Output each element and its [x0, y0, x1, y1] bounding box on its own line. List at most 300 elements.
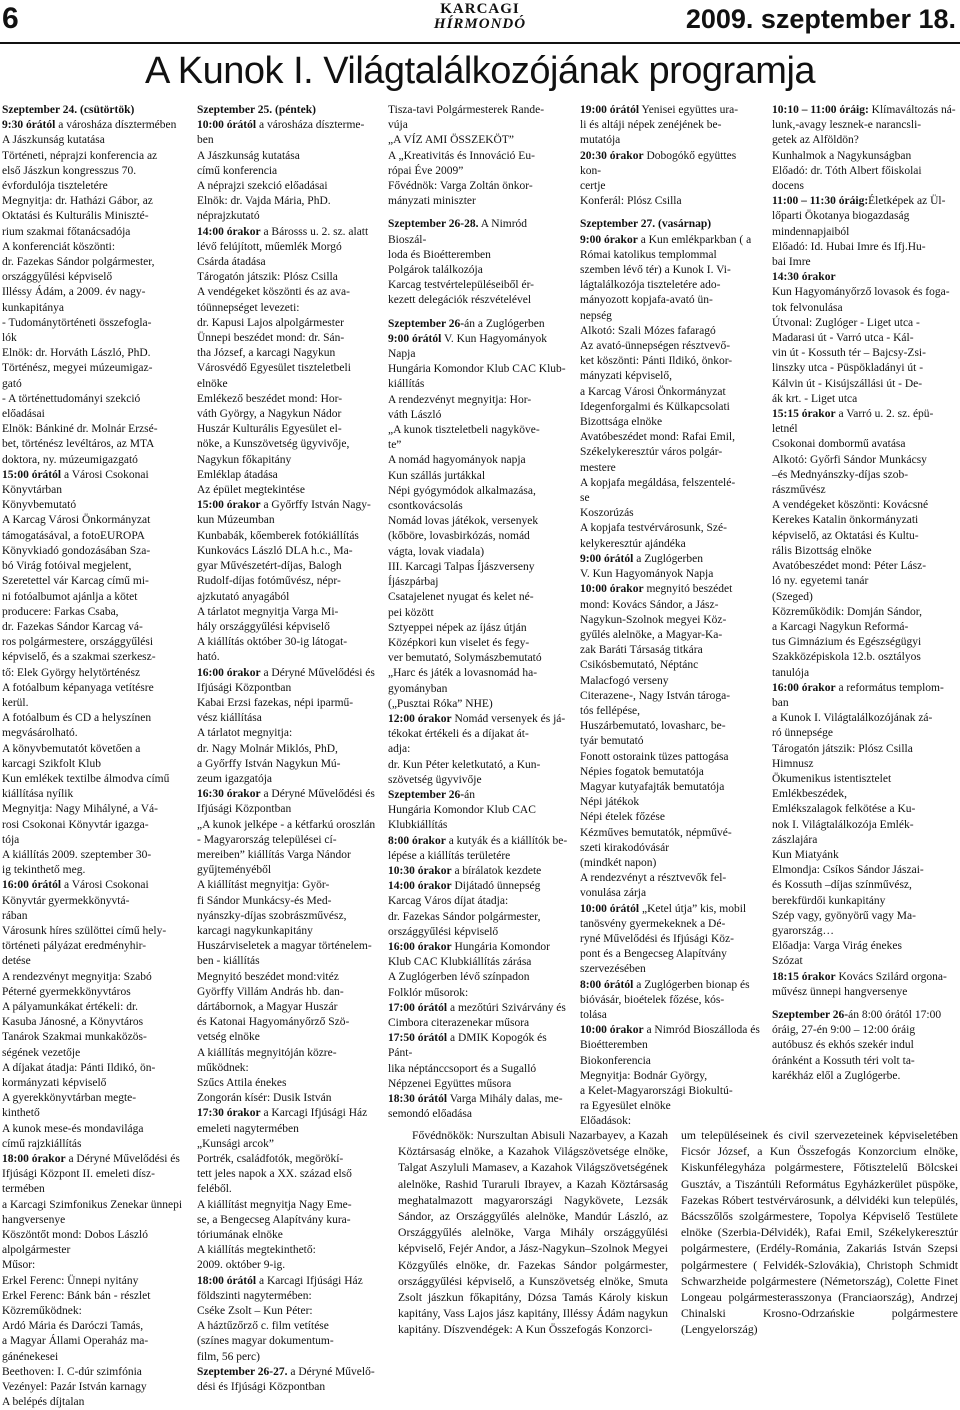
program-line: Kun Miatyánk [772, 848, 839, 861]
program-line: 17:50 órától a DMIK Kopogók és Pánt- [388, 1032, 547, 1060]
program-line: „A kunok jelképe - a kétfarkú oroszlán [197, 818, 376, 831]
program-line: 15:00 órakor a Győrffy István Nagy- [197, 499, 371, 512]
program-line: Íjászpárbaj [388, 576, 439, 589]
program-line: 18:00 órakor a Déryné Művelődési és [2, 1153, 180, 1166]
program-line: Rudolf-díjas fotóművész, népr- [197, 575, 341, 588]
program-line: A rendezvényt megnyitja: Hor- [388, 393, 532, 406]
program-line: 9:00 órától V. Kun Hagyományok [388, 332, 547, 345]
program-line: Nomád lovas játékok, versenyek [388, 515, 539, 528]
program-line: Csatajelenet nyugat és kelet né- [388, 591, 534, 604]
program-line: tok felvonulása [772, 301, 843, 314]
program-line: óráig, 27-én 9:00 – 12:00 óráig [772, 1024, 916, 1037]
program-line: Klub CAC Klubkiállítás zárása [388, 956, 532, 969]
program-line: nöke, a Kunszövetség ügyvivője, [197, 438, 350, 451]
program-line: Megnyitja: Bodnár György, [580, 1069, 708, 1082]
program-line: 12:00 órakor Nomád versenyek és já- [388, 712, 566, 725]
program-line: Szeptember 26-28. A Nimród Bioszál- [388, 218, 528, 246]
program-line: film, 56 perc) [197, 1350, 260, 1363]
masthead-line2: HÍRMONDÓ [433, 16, 527, 32]
program-line: Szeretettel vár Karcag című mi- [2, 575, 149, 588]
program-line: című rajzkiállítás [2, 1137, 82, 1150]
program-line: Nagykun főkapitány [197, 453, 292, 466]
program-line: li és altáji népek zenéjének be- [580, 119, 722, 132]
program-line: Könyvbemutató [2, 499, 77, 512]
program-line: A vendégeket köszönti: Kovácsné [772, 499, 929, 512]
program-line: se, a Bengecseg Alapítvány kura- [197, 1213, 351, 1226]
program-line: A konferenciát köszönti: [2, 240, 116, 253]
program-line: Szeptember 26-án a Zuglógerben [388, 317, 545, 330]
program-line: 15:00 órától a Városi Csokonai [2, 468, 149, 481]
program-line: Tárogatón játszik: Plósz Csilla [197, 271, 338, 284]
program-line: pei között [388, 606, 434, 619]
program-line: Oktatási és Kulturális Miniszté- [2, 210, 149, 223]
program-line: lunk,-avagy lesznek-e narancsli- [772, 119, 922, 132]
program-line: a Kelet-Magyarországi Biokultú- [580, 1085, 733, 1097]
program-line: Huszárbemutató, lovasharc, be- [580, 720, 726, 733]
program-line: 15:15 órakor a Varró u. 2. sz. épü- [772, 408, 934, 421]
program-line: 11:00 – 11:30 óráig:Életképek az Ül- [772, 195, 946, 208]
program-line: adja: [388, 743, 411, 756]
program-line: A rendezvényt megnyitja: Szabó [2, 970, 152, 983]
program-line: Kun emlékek textilbe álmodva című [2, 772, 170, 785]
program-line: karcagi nagykunkapitány [197, 924, 313, 937]
program-line: 16:00 órától a Városi Csokonai [2, 879, 149, 892]
program-line: 14:00 órakor a Bárosss u. 2. sz. alatt [197, 225, 369, 238]
program-line: („Pusztai Róka” NHE) [388, 697, 493, 710]
program-line: A kiállítás 2009. szeptember 30- [2, 848, 152, 861]
program-line: mereiben” kiállítás Varga Nándor [197, 848, 351, 861]
program-line: művész ünnepi hangversenye [772, 985, 908, 998]
program-line: kezett delegációk részvételével [388, 294, 532, 307]
program-line: Folklór műsorok: [388, 986, 469, 999]
program-line: (kőböre, lovasbirkózás, nomád [388, 530, 530, 543]
program-line: megvásárolható. [2, 727, 78, 740]
program-line: A tárlatot megnyitja Varga Mi- [197, 605, 339, 618]
program-line: Szép vagy, gyönyörű vagy Ma- [772, 909, 916, 922]
program-line: Népzenei Együttes műsora [388, 1077, 512, 1090]
program-line: A Jászkunság kutatása [197, 149, 300, 162]
program-line: Kunkovács László DLA h.c., Ma- [197, 544, 353, 557]
program-line: Kun szállás jurtákkal [388, 469, 486, 482]
program-line: 9:30 órától a városháza dísztermében [2, 119, 177, 132]
program-line: szövetség ügyvivője [388, 773, 482, 786]
program-line: lók [2, 332, 17, 345]
program-line: gyűlés alelnöke, a Magyar-Ka- [580, 628, 723, 641]
program-line: és Kossuth –díjas színművész, [772, 879, 912, 892]
program-line: ra Egyesület elnöke [580, 1100, 671, 1113]
program-line: Huszárviseletek a magyar történelem- [197, 940, 372, 953]
program-line: 19:00 órától Yenisei együttes ura- [580, 104, 739, 116]
program-line: 10:00 órától a városháza díszterme- [197, 119, 365, 132]
program-line: Elmondja: Csíkos Sándor Jászai- [772, 864, 924, 877]
program-line: –és Mednyánszky-díjas szob- [772, 468, 909, 481]
program-line: producere: Farkas Csaba, [2, 605, 119, 618]
program-line: hangversenye [2, 1213, 66, 1226]
program-line: váth László [388, 408, 442, 421]
program-line: A kiállítást megnyitja: Györ- [197, 879, 330, 892]
program-line: rális Bizottság elnöke [772, 544, 872, 557]
program-line: Konferál: Plósz Csilla [580, 195, 682, 208]
program-line: mányzati képviselő, [580, 370, 672, 383]
program-line: Avatóbeszédet mond: Péter Lász- [772, 560, 927, 573]
program-line: karcagi Szikfolt Klub [2, 757, 102, 770]
program-line: 2009. október 9-ig. [197, 1259, 286, 1272]
program-line: Kunbabák, kőemberek fotókiállítás [197, 529, 359, 542]
program-line: Elnök: dr. Vajda Mária, PhD. [197, 195, 331, 208]
program-line: ségének vezetője [2, 1046, 81, 1059]
program-line: Emléklap átadása [197, 468, 278, 481]
page-header [0, 0, 960, 46]
program-line: ben - kiállítás [197, 955, 260, 968]
program-line: 8:00 órakor a kutyák és a kiállítók be- [388, 834, 568, 847]
program-line: semondó előadása [388, 1108, 472, 1121]
program-line: lévő felújított, műemlék Morgó [197, 240, 342, 253]
program-line: dártábornok, a Magyar Huszár [197, 1000, 338, 1013]
program-column-1 [2, 103, 186, 1409]
program-line: gató [2, 377, 22, 390]
program-line: ig tekinthető meg. [2, 864, 86, 877]
program-line: 10:00 órakor a Nimród Bioszálloda és [580, 1024, 760, 1037]
program-line: Római katolikus templommal [580, 248, 717, 261]
program-line: V. Kun Hagyományok Napja [580, 568, 714, 581]
program-line: Malacfogó verseny [580, 674, 669, 687]
program-line: Biokonferencia [580, 1054, 651, 1067]
program-line: tanulója [772, 666, 810, 679]
program-line: 10:00 órakor megnyitó beszédet [580, 583, 733, 596]
program-line: a Karcagi Szimfonikus Zenekar ünnepi [2, 1198, 183, 1211]
program-line: tós fellépése, [580, 704, 641, 717]
program-line: tanösvény gyermekeknek a Dé- [580, 917, 726, 930]
program-line: 17:00 órától a mezőtúri Szivárvány és [388, 1001, 566, 1014]
program-line: Az épület megtekintése [197, 484, 305, 497]
program-line: zak Baráti Társaság titkára [580, 644, 703, 657]
program-line: Városunk híres szülöttei című hely- [2, 924, 167, 937]
program-line: Fővédnök: Varga Zoltán önkor- [388, 180, 533, 193]
program-line: Előadó: dr. Tóth Albert főiskolai [772, 164, 922, 177]
program-line: Erkel Ferenc: Ünnepi nyitány [2, 1274, 139, 1287]
page-number: 6 [2, 2, 19, 35]
program-line: tója [2, 833, 20, 846]
program-line: Megnyitja: dr. Hatházi Gábor, az [2, 195, 153, 208]
program-line: A pályamunkákat értékeli: dr. [2, 1000, 139, 1013]
program-line: 14:00 órakor Dijátadó ünnepség [388, 880, 541, 893]
program-line: dr. Kapusi Lajos alpolgármester [197, 316, 344, 329]
program-line: gyűjteményéből [197, 864, 272, 877]
masthead-logo [420, 2, 540, 32]
program-line: Himnusz [772, 757, 814, 770]
program-line: Középkori kun viselet és fegy- [388, 636, 530, 649]
program-line: Idegenforgalmi és Külkapcsolati [580, 400, 730, 413]
program-line: Előadások: [580, 1115, 632, 1128]
program-line: bai Imre [772, 256, 811, 269]
program-line: se [580, 492, 590, 505]
program-line: Ifjúsági Központban [197, 803, 292, 816]
program-line: kerül. [2, 696, 29, 709]
program-line: zászlajára [772, 833, 818, 846]
program-line: Közreműködnek: [2, 1305, 82, 1318]
program-line: történeti pályázat eredményhir- [2, 940, 147, 953]
header-rule [0, 42, 960, 44]
program-line: gyar Művészetért-díjas, Balogh [197, 560, 342, 573]
program-line: tő: Elek György helytörténész [2, 666, 141, 679]
program-line: Polgárok találkozója [388, 264, 483, 277]
program-line: A Karcag Városi Önkormányzat [2, 514, 151, 527]
program-line: című konferencia [197, 164, 278, 177]
program-line: Kasuba Jánosné, a Könyvtáros [2, 1016, 144, 1029]
program-line: - A történettudományi szekció [2, 392, 141, 405]
program-line: A belépés díjtalan [2, 1396, 85, 1409]
program-line: rium szakmai főtanácsadója [2, 225, 131, 238]
program-line: A fotóalbum és CD a helyszínen [2, 712, 152, 725]
program-line: detése [2, 955, 31, 968]
program-column-2 [197, 103, 377, 1399]
program-line: Avatóbeszédet mond: Rafai Emil, [580, 431, 735, 444]
program-line: rópai Éve 2009” [388, 164, 464, 177]
program-line: lágtalálkozója tiszteletére ado- [580, 279, 721, 292]
program-line: mányzati miniszter [388, 195, 476, 208]
program-line: A Zuglógerben lévő színpadon [388, 971, 530, 984]
program-line: 18:30 órától Varga Mihály dalas, me- [388, 1093, 563, 1105]
program-line: ban [772, 696, 789, 709]
program-line: tett jeles napok a XX. század első [197, 1168, 352, 1181]
program-line: Ardó Mária és Daróczi Tamás, [2, 1320, 144, 1333]
program-column-3 [388, 103, 568, 1123]
program-line: Kézműves bemutatók, népművé- [580, 826, 732, 839]
program-line: Sztyeppei népek az íjász útján [388, 621, 527, 634]
program-line: Történész, megyei múzeumigaz- [2, 362, 153, 375]
program-line: Kerekes Katalin önkormányzati [772, 514, 919, 527]
program-line: Emlékszalagok felkötése a Ku- [772, 803, 916, 816]
program-line: ható. [197, 651, 220, 664]
program-line: Koszorúzás [580, 507, 634, 520]
program-line: 16:00 órakor a református templom- [772, 681, 944, 694]
program-line: a Győrffy István Nagykun Mú- [197, 757, 341, 770]
program-line: fi Sándor Munkácsy-és Med- [197, 894, 332, 907]
program-line: 16:00 órakor a Déryné Művelődési és [197, 666, 375, 679]
program-line: támogatásával, a fotoEUROPA [2, 529, 145, 542]
program-line: A gyerekkönyvtárban megte- [2, 1092, 137, 1105]
program-line: vágta, lovak viadala) [388, 545, 485, 558]
program-line: (színes magyar dokumentum- [197, 1335, 334, 1348]
program-line: Népies fogatok bemutatója [580, 765, 704, 778]
program-line: (mindkét napon) [580, 856, 657, 869]
program-line: Előadja: Varga Virág énekes [772, 940, 902, 953]
program-line: a Karcag Városi Önkormányzat [580, 385, 726, 398]
program-line: vonulása zárja [580, 887, 647, 900]
program-line: A díjakat átadja: Pánti Ildikó, ön- [2, 1061, 156, 1074]
program-line: Hungária Komondor Klub CAC [388, 804, 536, 817]
program-line: - Magyarország települései cí- [197, 833, 337, 846]
program-line: ló ny. egyetemi tanár [772, 575, 869, 588]
program-line: Vezényel: Pazár István karnagy [2, 1381, 147, 1394]
program-line: A Jászkunság kutatása [2, 134, 105, 147]
patrons-box [398, 1128, 958, 1396]
program-line [388, 309, 568, 317]
program-line: Szeptember 27. (vasárnap) [580, 218, 712, 231]
program-line: linszky utca - Püspökladányi út - [772, 362, 924, 375]
program-line: „Kunsági arcok” [197, 1137, 274, 1150]
program-line: Tanárok Szakmai munkaközös- [2, 1031, 147, 1044]
program-line: mestere [580, 461, 616, 474]
program-line: Csikósbemutató, Néptánc [580, 659, 699, 672]
program-line: Hungária Komondor Klub CAC Klub- [388, 363, 566, 376]
program-line: Tárogatón játszik: Plósz Csilla [772, 742, 913, 755]
program-line: 20:30 órakor Dobogókő együttes kon- [580, 149, 737, 177]
program-line: Citerazene-, Nagy István tároga- [580, 689, 731, 702]
program-line: a Magyar Állami Operaház ma- [2, 1335, 149, 1348]
program-line: dr. Fazekas Sándor polgármester, [2, 256, 155, 269]
program-line: ró ünnepsége [772, 727, 833, 740]
program-line [388, 209, 568, 217]
program-line: A „Kreativitás és Innováció Eu- [388, 149, 535, 162]
program-line: mutatója [580, 134, 621, 147]
program-line: A kiállítás megnyitóján közre- [197, 1046, 337, 1059]
program-line: nyánszky-díjas szobrászművész, [197, 909, 347, 922]
program-line: dr. Fazekas Sándor Karcag vá- [2, 620, 143, 633]
program-line: a Kunok I. Világtalálkozójának zá- [772, 712, 933, 725]
program-line: certje [580, 180, 606, 193]
program-line: Kálvin út - Kisújszállási út - De- [772, 377, 923, 390]
program-line: tóünnepséget levezeti: [197, 301, 300, 314]
program-line: vész kiállítása [197, 712, 262, 725]
program-line: „A kunok tiszteletbeli nagyköve- [388, 424, 540, 437]
program-line: Könyvkiadó gondozásában Sza- [2, 544, 151, 557]
program-line: Megnyitó beszédet mond:vitéz [197, 970, 339, 983]
program-line: földszinti nagytermében: [197, 1289, 312, 1302]
program-line: dési és Ifjúsági Központban [197, 1381, 326, 1394]
program-line: rában [2, 909, 28, 922]
program-line: mond: Kovács Sándor, a Jász- [580, 598, 719, 611]
program-line: A könyvbemutatót követően a [2, 742, 141, 755]
program-line: 16:30 órakor a Déryné Művelődési és [197, 788, 375, 801]
program-line: Alkotó: Győrfi Sándor Munkácsy [772, 453, 927, 466]
program-line: karékház elől a Zuglógerbe. [772, 1069, 901, 1082]
program-line: hály országgyűlési képviselő [197, 620, 330, 633]
program-line: néprajzkutató [197, 210, 260, 223]
program-line: 18:00 órától a Karcagi Ifjúsági Ház [197, 1274, 363, 1287]
program-line: Emlékező beszédet mond: Hor- [197, 392, 343, 405]
program-line: működnek: [197, 1061, 249, 1074]
program-line: feléből. [197, 1183, 232, 1196]
program-line: Szózat [772, 955, 803, 968]
program-line: te” [388, 439, 402, 452]
program-line: gyarország… [772, 924, 834, 937]
program-line: 18:15 órakor Kovács Szilárd orgona- [772, 970, 947, 983]
program-line: kelykeresztúr ajándéka [580, 537, 686, 550]
program-line: nepség [580, 309, 612, 322]
program-line: berekfürdői kunkapitány [772, 894, 886, 907]
program-line: Városvédő Egyesület tiszteletbeli [197, 362, 351, 375]
program-line: Népi gyógymódok alkalmazása, [388, 484, 536, 497]
patrons-text-right: um településeinek és civil szervezeteinek képviseletében Ficsór József, a Kun Összefogás Konzorcium elnöke, Kiskunfélegyháza polgármestere, Főtisztelelű Bölcskei Gusztáv, a Tiszántúli Református Egyházkerület püspöke, Fazekas Róbert testvérvárosunk, a délvidéki kun település, Bácsszőlős szolgármestere, Topolya Képviselő Testülete elnöke (Szerbia-Délvidék), Rafai Emil, Székelykeresztúr polgármestere, (Erdély-Románia, Zakariás István Szepsi polgármestere ( Felvidék-Szlovákia), Christoph Schmidt Schwarzheide polgármestere (Németország), Colette Finet Longeau polgármesterasszonya (Franciaország), Andrzej Chinalski Krosno-Odrzańskie polgármestere (Lengyelország) [681, 1129, 958, 1337]
program-line: lépése a kiállítás területére [388, 849, 511, 862]
program-line: loda és Bioétteremben [388, 248, 491, 261]
program-line: Elnök: dr. Horváth László, PhD. [2, 347, 151, 360]
program-line: termében [2, 1183, 45, 1196]
program-line: bióvásár, bioételek főzése, kós- [580, 993, 725, 1006]
program-line: Szakközépiskola 12.b. osztályos [772, 651, 921, 664]
program-line: országgyűlési képviselő [388, 925, 499, 938]
program-line: első Jászkun kongresszus 70. [2, 164, 137, 177]
program-line: tóriumának elnöke [197, 1229, 283, 1242]
program-line: szervezésében [580, 963, 646, 976]
program-line: bet, történész levéltáros, az MTA [2, 438, 155, 451]
program-line: A háztűzőrző c. film vetítése [197, 1320, 329, 1333]
program-line: III. Karcagi Talpas Íjászverseny [388, 560, 535, 573]
program-line: előadásai [2, 408, 45, 421]
program-line: „A VÍZ AMI ÖSSZEKÖT” [388, 134, 514, 147]
program-line: doktora, ny. múzeumigazgató [2, 453, 138, 466]
program-line: a Karcagi Nagykun Reformá- [772, 620, 909, 633]
program-line: - Tudománytörténeti összefogla- [2, 316, 152, 329]
program-line: Bioétteremben [580, 1039, 648, 1052]
program-line: ket köszönti: Pánti Ildikó, önkor- [580, 355, 733, 368]
program-line: A vendégeket köszönti és az ava- [197, 286, 350, 299]
program-line: A kiállítás megtekinthető: [197, 1244, 316, 1257]
program-line: 9:00 órakor a Kun emlékparkban ( a [580, 233, 752, 246]
program-line: Klubkiállítás [388, 819, 448, 832]
patrons-text-left: Fővédnökök: Nurszultan Abisuli Nazarbayev, a Kazah Köztársaság elnöke, a Kazahok Világszövetsége elnöke, Talgat Aszyluli Mamasev, a Kazahok Világszövetségének alelnöke, Rashid Turaruli Ibrayev, a Kazah Köztársaság meghatalmazott magyarországi Nagykövete, Lezsák Sándor, az Országgyűlés alelnöke, Mandúr László, az Országgyűlés alelnöke, Varga Mihály országgyűlési képviselő, Fejér Andor, a Jász-Nagykun–Szolnok Megyei Közgyűlés elnöke, dr. Fazekas Sándor polgármester, országgyűlési képviselő, a Kunszövetség elnöke, Smuta Zsolt jászkun főkapitány, Dózsa Tamás Károly kiskun kapitány, Vass Lajos jász kapitány, Illéssy Ádám nagykun kapitány. Díszvendégek: A Kun Összefogás Konzorci- [398, 1129, 668, 1337]
program-line: letnél [772, 423, 798, 436]
program-line: vúja [388, 119, 408, 132]
program-line: ni fotóalbumot ajánlja a kötet [2, 590, 138, 603]
program-line: képviselő, és a szakmai szerkesz- [2, 651, 156, 664]
program-line: 14:30 órakor [772, 271, 836, 284]
program-line: emeleti nagytermében [197, 1122, 299, 1135]
program-line: dr. Fazekas Sándor polgármester, [388, 910, 541, 923]
program-line: Szeptember 24. (csütörtök) [2, 104, 135, 116]
program-line: Székelykeresztúr város polgár- [580, 446, 723, 459]
program-line: váth György, a Nagykun Nádor [197, 408, 342, 421]
program-line: Beethoven: I. C-dúr szimfónia [2, 1365, 142, 1378]
program-line: Csokonai dombormű avatása [772, 438, 906, 451]
program-line: Péterné gyermekkönyvtáros [2, 985, 131, 998]
program-line: Ifjúsági Központban [197, 681, 292, 694]
program-line: csontkovácsolás [388, 500, 463, 513]
program-line: vetség elnöke [197, 1031, 260, 1044]
program-line: „Harc és játék a lovasnomád ha- [388, 667, 538, 680]
program-line: Szeptember 26-án [388, 788, 475, 801]
program-line: lőparti Ökotanya biogazdaság [772, 210, 910, 223]
program-line: Csárda átadása [197, 256, 266, 269]
program-line: Népi ételek főzése [580, 811, 665, 824]
program-line: Szűcs Attila énekes [197, 1077, 287, 1089]
program-line: Emlékbeszédek, [772, 788, 848, 801]
program-column-5 [772, 103, 958, 1123]
program-line: Napja [388, 348, 416, 361]
program-line: szemben lévő tér) a Kunok I. Vi- [580, 264, 731, 277]
program-line: A rendezvényt a résztvevők fel- [580, 872, 727, 885]
program-line: Történeti, néprajzi konferencia az [2, 149, 158, 162]
program-line: Nagykun-Szolnok megyei Köz- [580, 613, 727, 626]
program-line: Könyvtárban [2, 484, 63, 497]
program-line: Könyvtár gyermekkönyvtá- [2, 894, 130, 907]
program-line: Zongorán kísér: Dusik István [197, 1092, 332, 1105]
program-line: A néprajzi szekció előadásai [197, 180, 328, 193]
program-line: tékokat értékeli és a díjakat át- [388, 728, 529, 741]
program-line: Portrék, családfotók, megörökí- [197, 1153, 344, 1166]
program-line: Kunhalmok a Nagykunságban [772, 149, 912, 162]
program-line: tus Gimnázium és Egészségügyi [772, 636, 922, 649]
program-line: autóbusz és ekhós szekér indul [772, 1039, 914, 1052]
program-line: vin út - Kossuth tér – Bajcsy-Zsi- [772, 347, 926, 360]
program-line: Karcag testvértelepüléseiből ér- [388, 279, 535, 292]
program-line: (Szeged) [772, 590, 813, 603]
program-line: tha József, a karcagi Nagykun [197, 347, 336, 360]
program-line: mindennapjaiból [772, 225, 850, 238]
program-line: képviselő, az Oktatási és Kultu- [772, 529, 919, 542]
program-line: bó Virág fotóival megjelent, [2, 560, 132, 573]
